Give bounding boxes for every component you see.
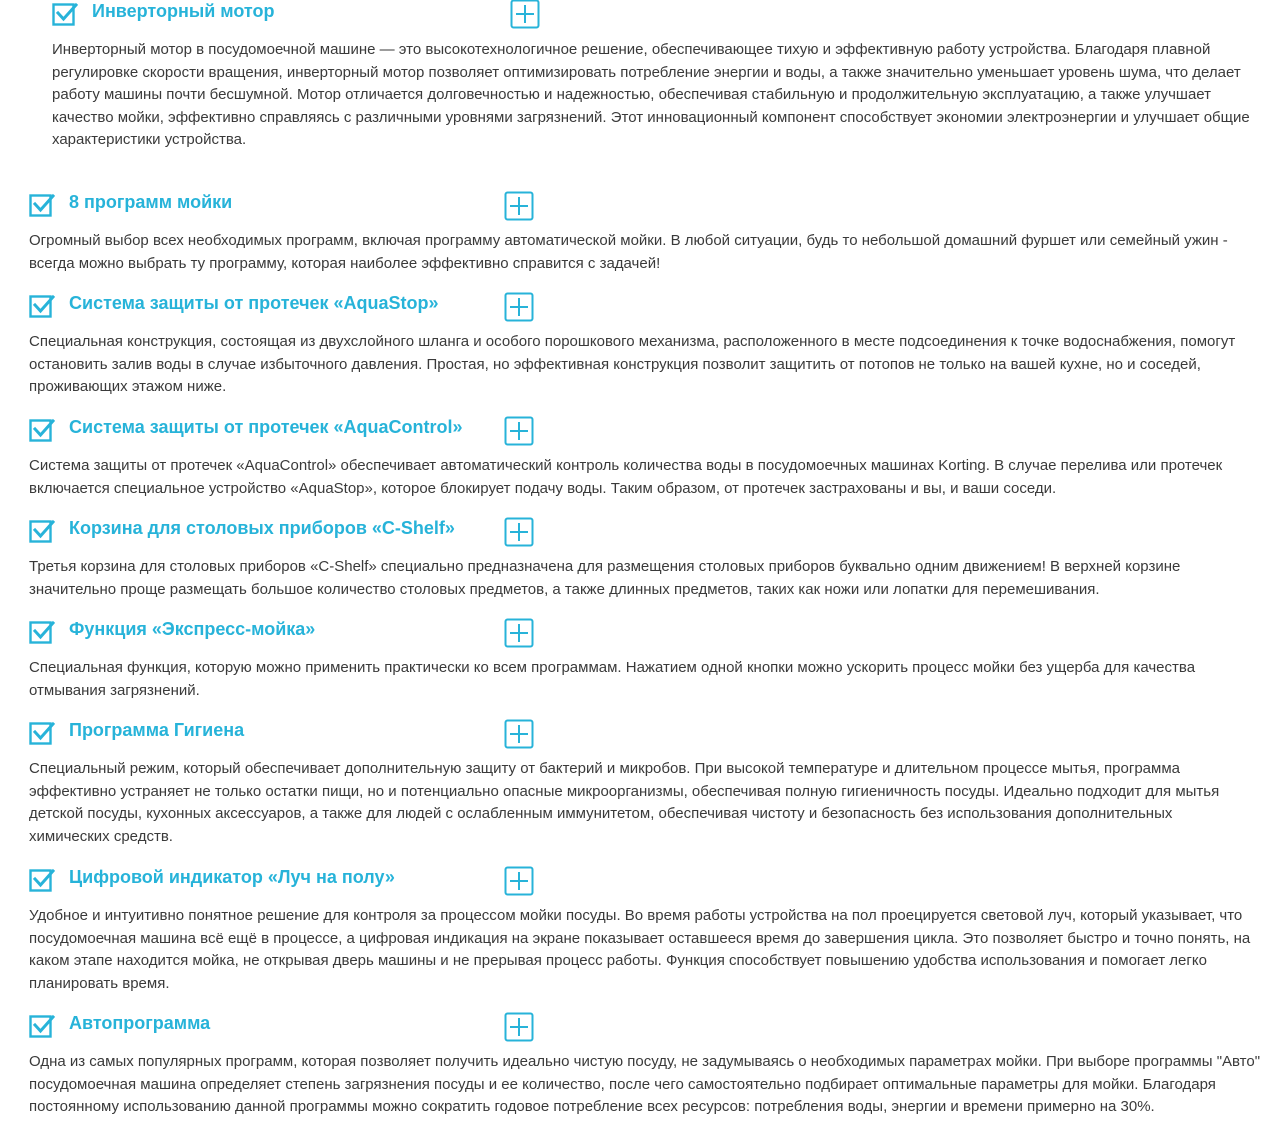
feature-title: Функция «Экспресс-мойка»	[69, 619, 316, 639]
feature-title: Инверторный мотор	[92, 1, 275, 21]
checkbox-checked-icon	[29, 417, 55, 443]
checkbox-checked-icon	[29, 518, 55, 544]
checkbox-checked-icon	[52, 1, 78, 27]
feature-title: 8 программ мойки	[69, 192, 233, 212]
checkbox-checked-icon	[29, 1013, 55, 1039]
plus-icon	[510, 0, 540, 29]
feature-description: Третья корзина для столовых приборов «C-Shelf» специально предназначена для размещения столовых приборов буквально одним движением! В верхней корзине значительно проще размещать большое количество столовых предметов, а также длинных предметов, таких как ножи или лопатки для перемешивания.	[29, 558, 1181, 598]
plus-icon	[504, 416, 534, 446]
expand-plus-button[interactable]	[504, 719, 534, 749]
expand-plus-button[interactable]	[510, 0, 540, 29]
plus-icon	[504, 618, 534, 648]
expand-plus-button[interactable]	[504, 517, 534, 547]
expand-plus-button[interactable]	[504, 1012, 534, 1042]
plus-icon	[504, 292, 534, 322]
plus-icon	[504, 517, 534, 547]
checkbox-checked-icon	[29, 192, 55, 218]
expand-plus-button[interactable]	[504, 191, 534, 221]
checkbox-checked-icon	[29, 720, 55, 746]
plus-icon	[504, 1012, 534, 1042]
feature-description: Огромный выбор всех необходимых программ, включая программу автоматической мойки. В любой ситуации, будь то небольшой домашний фуршет или семейный ужин - всегда можно выбрать ту программу, которая наиболее эффективно справится с задачей!	[29, 232, 1228, 272]
plus-icon	[504, 191, 534, 221]
checkbox-checked-icon	[29, 867, 55, 893]
feature-title: Система защиты от протечек «AquaStop»	[69, 293, 439, 313]
feature-title: Корзина для столовых приборов «C-Shelf»	[69, 518, 455, 538]
feature-description: Система защиты от протечек «AquaControl» обеспечивает автоматический контроль количества воды в посудомоечных машинах Korting. В случае перелива или протечек включается специальное устройство «AquaStop», которое блокирует подачу воды. Таким образом, от протечек застрахованы и вы, и ваши соседи.	[29, 457, 1223, 497]
plus-icon	[504, 866, 534, 896]
expand-plus-button[interactable]	[504, 416, 534, 446]
feature-title: Автопрограмма	[69, 1013, 211, 1033]
feature-title: Программа Гигиена	[69, 720, 245, 740]
expand-plus-button[interactable]	[504, 292, 534, 322]
feature-description: Специальная функция, которую можно применить практически ко всем программам. Нажатием одной кнопки можно ускорить процесс мойки без ущерба для качества отмывания загрязнений.	[29, 659, 1196, 699]
expand-plus-button[interactable]	[504, 866, 534, 896]
feature-description: Специальный режим, который обеспечивает дополнительную защиту от бактерий и микробов. При высокой температуре и длительном процессе мытья, программа эффективно устраняет не только остатки пищи, но и потенциально опасные микроорганизмы, обеспечивая полную гигиеничность посуды. Идеально подходит для мытья детской посуды, кухонных аксессуаров, а также для людей с ослабленным иммунитетом, обеспечивая чистоту и безопасность без использования дополнительных химических средств.	[29, 760, 1220, 845]
checkbox-checked-icon	[29, 619, 55, 645]
feature-description: Инверторный мотор в посудомоечной машине — это высокотехнологичное решение, обеспечивающее тихую и эффективную работу устройства. Благодаря плавной регулировке скорости вращения, инверторный мотор позволяет оптимизировать потребление энергии и воды, а также значительно уменьшает уровень шума, что делает работу машины почти бесшумной. Мотор отличается долговечностью и надежностью, обеспечивая стабильную и продолжительную эксплуатацию, а также улучшает качество мойки, эффективно справляясь с различными уровнями загрязнений. Этот инновационный компонент способствует экономии электроэнергии и улучшает общие характеристики устройства.	[52, 41, 1250, 149]
feature-title: Система защиты от протечек «AquaControl»	[69, 417, 463, 437]
checkbox-checked-icon	[29, 293, 55, 319]
plus-icon	[504, 719, 534, 749]
feature-title: Цифровой индикатор «Луч на полу»	[69, 867, 395, 887]
expand-plus-button[interactable]	[504, 618, 534, 648]
feature-description: Удобное и интуитивно понятное решение для контроля за процессом мойки посуды. Во время работы устройства на пол проецируется световой луч, который указывает, что посудомоечная машина всё ещё в процессе, а цифровая индикация на экране показывает оставшееся время до завершения цикла. Это позволяет быстро и точно понять, на каком этапе находится мойка, не открывая дверь машины и не прерывая процесс работы. Функция способствует повышению удобства использования и помогает легко планировать время.	[29, 907, 1251, 992]
feature-description: Одна из самых популярных программ, которая позволяет получить идеально чистую посуду, не задумываясь о необходимых параметрах мойки. При выборе программы "Авто" посудомоечная машина определяет степень загрязнения посуды и ее количество, после чего самостоятельно подбирает оптимальные параметры для мойки. Благодаря постоянному использованию данной программы можно сократить годовое потребление всех ресурсов: потребления воды, энергии и времени примерно на 30%.	[29, 1053, 1261, 1116]
feature-description: Специальная конструкция, состоящая из двухслойного шланга и особого порошкового механизма, расположенного в месте подсоединения к точке водоснабжения, помогут остановить залив воды в случае избыточного давления. Простая, но эффективная конструкция позволит защитить от потопов не только на вашей кухне, но и соседей, проживающих этажом ниже.	[29, 333, 1236, 396]
